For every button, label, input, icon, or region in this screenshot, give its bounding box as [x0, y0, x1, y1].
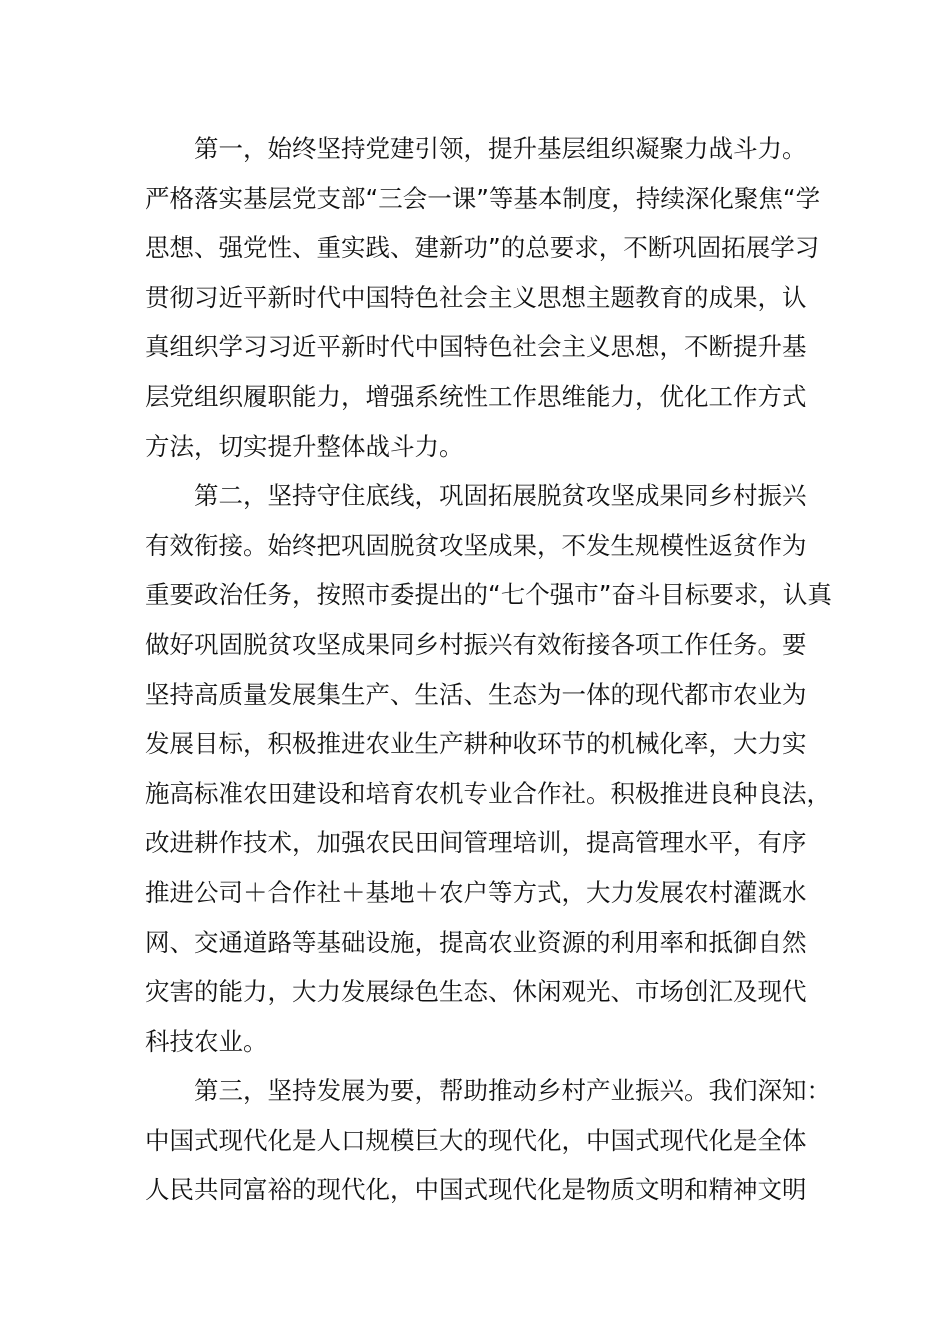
- paragraph-2-line-1: 第二，坚持守住底线，巩固拓展脱贫攻坚成果同乡村振兴: [194, 481, 807, 511]
- paragraph-1-line-4: 贯彻习近平新时代中国特色社会主义思想主题教育的成果，认: [145, 282, 807, 312]
- paragraph-2-line-12: 科技农业。: [145, 1026, 268, 1056]
- paragraph-3-line-3: 人民共同富裕的现代化，中国式现代化是物质文明和精神文明: [145, 1175, 807, 1205]
- paragraph-2-line-10: 网、交通道路等基础设施，提高农业资源的利用率和抵御自然: [145, 927, 807, 957]
- paragraph-3-line-1: 第三，坚持发展为要，帮助推动乡村产业振兴。我们深知：: [194, 1076, 831, 1106]
- paragraph-2-line-9: 推进公司＋合作社＋基地＋农户等方式，大力发展农村灌溉水: [145, 877, 807, 907]
- paragraph-1-line-5: 真组织学习习近平新时代中国特色社会主义思想，不断提升基: [145, 332, 807, 362]
- paragraph-2-line-2: 有效衔接。始终把巩固脱贫攻坚成果，不发生规模性返贫作为: [145, 530, 807, 560]
- paragraph-2-line-6: 发展目标，积极推进农业生产耕种收环节的机械化率，大力实: [145, 729, 807, 759]
- paragraph-2-line-5: 坚持高质量发展集生产、生活、生态为一体的现代都市农业为: [145, 679, 807, 709]
- paragraph-1-line-6: 层党组织履职能力，增强系统性工作思维能力，优化工作方式: [145, 381, 807, 411]
- paragraph-2-line-7: 施高标准农田建设和培育农机专业合作社。积极推进良种良法，: [145, 778, 831, 808]
- paragraph-2-line-8: 改进耕作技术，加强农民田间管理培训，提高管理水平，有序: [145, 828, 807, 858]
- paragraph-2-line-4: 做好巩固脱贫攻坚成果同乡村振兴有效衔接各项工作任务。要: [145, 629, 807, 659]
- paragraph-1-line-1: 第一，始终坚持党建引领，提升基层组织凝聚力战斗力。: [194, 134, 807, 163]
- paragraph-2-line-11: 灾害的能力，大力发展绿色生态、休闲观光、市场创汇及现代: [145, 977, 807, 1007]
- paragraph-2-line-3: 重要政治任务，按照市委提出的“七个强市”奋斗目标要求，认真: [145, 580, 832, 610]
- paragraph-1-line-7: 方法，切实提升整体战斗力。: [145, 431, 464, 461]
- paragraph-3-line-2: 中国式现代化是人口规模巨大的现代化，中国式现代化是全体: [145, 1125, 807, 1155]
- paragraph-1-line-2: 严格落实基层党支部“三会一课”等基本制度，持续深化聚焦“学: [145, 183, 821, 213]
- document-body: [145, 124, 832, 1215]
- paragraph-1-line-3: 思想、强党性、重实践、建新功”的总要求，不断巩固拓展学习: [145, 233, 820, 263]
